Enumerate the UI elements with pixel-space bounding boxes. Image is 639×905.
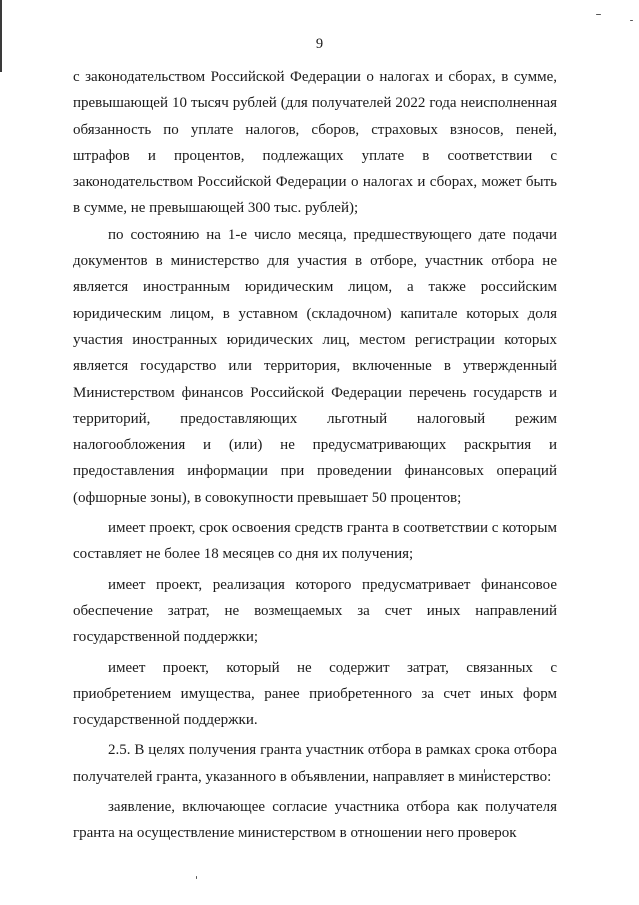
paragraph-project-financing: имеет проект, реализация которого предусматривает финансовое обеспечение затрат, не возмещаемых за счет иных направлений государственной поддержки; xyxy=(73,576,557,646)
paragraph-application: заявление, включающее согласие участника отбора как получателя гранта на осуществление министерством в отношении него проверок xyxy=(73,799,557,842)
scan-speck xyxy=(596,14,601,15)
paragraph-project-no-costs: имеет проект, который не содержит затрат, связанных с приобретением имущества, ранее приобретенного за счет иных форм государственной поддержки. xyxy=(73,659,557,729)
paragraph-continuation: с законодательством Российской Федерации о налогах и сборах, в сумме, превышающей 10 тысяч рублей (для получателей 2022 года неисполненная обязанность по уплате налогов, сборов, страховых взносов, пеней, штрафов и процентов, подлежащих уплате в соответствии с законодательством Российской Федерации о налогах и сборах, может быть в сумме, не превышающей 300 тыс. рублей); xyxy=(73,69,557,217)
page-number: 9 xyxy=(315,36,324,52)
paragraph-project-term: имеет проект, срок освоения средств гранта в соответствии с которым составляет не более 18 месяцев со дня их получения; xyxy=(73,520,557,563)
scan-speck xyxy=(196,876,197,879)
document-body xyxy=(73,64,557,847)
scan-speck xyxy=(630,20,633,21)
paragraph-clause-2-5: 2.5. В целях получения гранта участник отбора в рамках срока отбора получателей гранта, указанного в объявлении, направляет в министерство: xyxy=(73,742,557,785)
paragraph-foreign-entity: по состоянию на 1-е число месяца, предшествующего дате подачи документов в министерство для участия в отборе, участник отбора не является иностранным юридическим лицом, а также российским юридическим лицом, в уставном (складочном) капитале которых доля участия иностранных юридических лиц, местом регистрации которых является государство или территория, включенные в утвержденный Министерством финансов Российской Федерации перечень государств и территорий, предоставляющих льготный налоговый режим налогообложения и (или) не предусматривающих раскрытия и предоставления информации при проведении финансовых операций (офшорные зоны), в совокупности превышает 50 процентов; xyxy=(73,226,557,506)
